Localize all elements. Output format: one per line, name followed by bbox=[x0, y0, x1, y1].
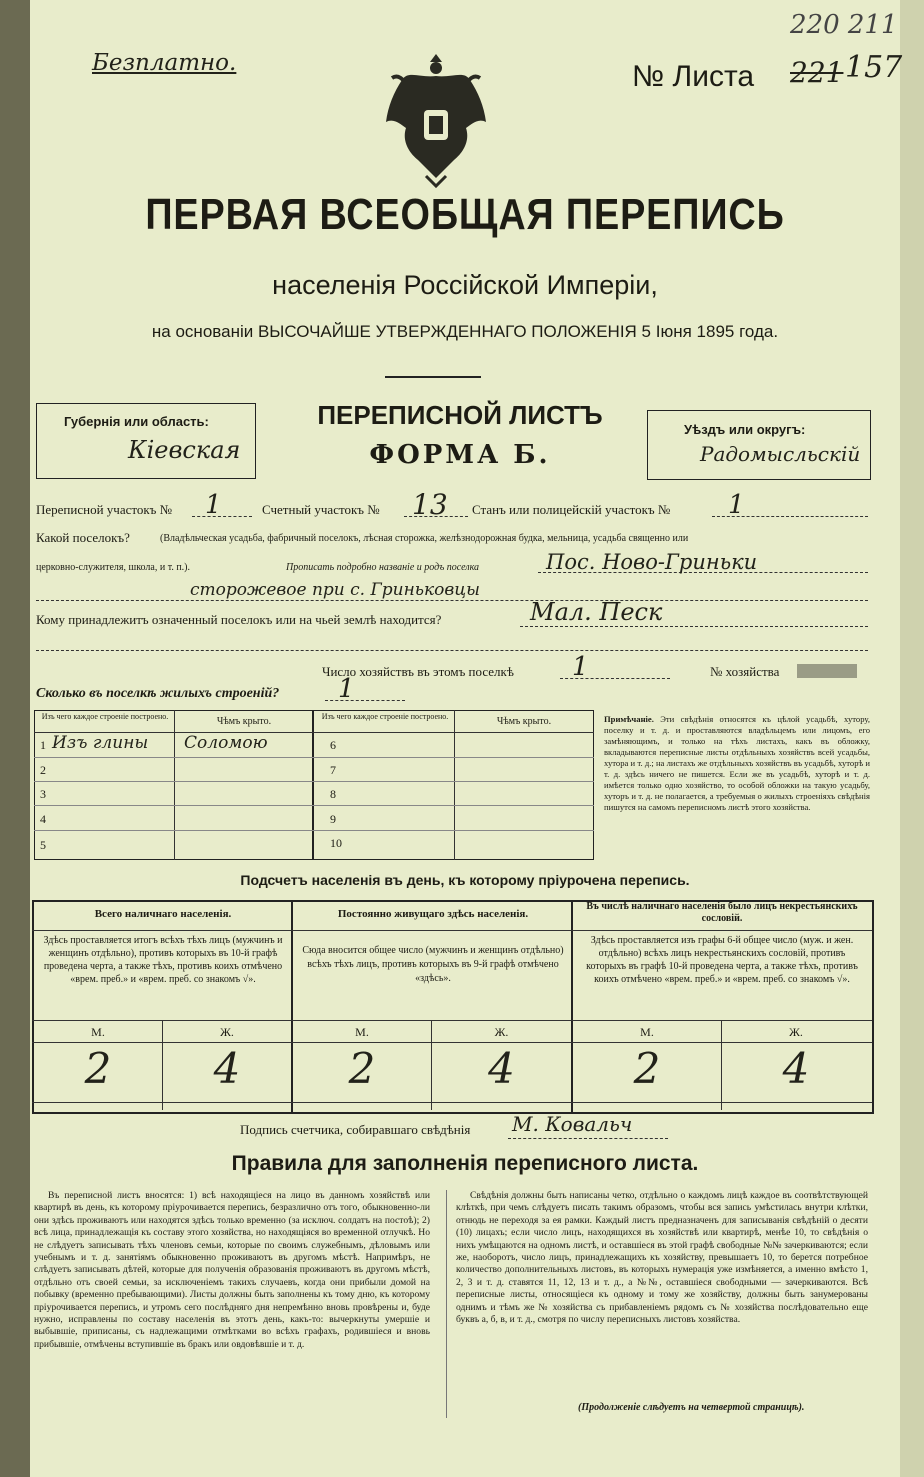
col3-text: Здѣсь проставляется изъ графы 6-й общее число (муж. и жен. отдѣльно) всѣхъ лицъ некрестьянскихъ сословій, противъ которыхъ въ графѣ 10-й проведена черта, а также тѣхъ, противъ коихъ отмѣчено «врем. преб.» и «врем. преб. со знакомъ √». bbox=[586, 935, 858, 985]
form-label: ФОРМА Б. bbox=[369, 440, 551, 470]
settlement-value-2[interactable]: сторожевое при с. Гриньковцы bbox=[190, 580, 481, 600]
col-material-right: Изъ чего каждое строеніе построено. bbox=[321, 712, 449, 721]
row-no: 9 bbox=[330, 812, 336, 826]
buildings-note bbox=[604, 714, 870, 813]
row-no: 2 bbox=[40, 763, 46, 777]
count-district-value[interactable]: 13 bbox=[412, 488, 448, 521]
row-no: 10 bbox=[330, 836, 342, 850]
note-text: Эти свѣдѣнія относятся къ цѣлой усадьбѣ, хутору, поселку и т. д. и проставляются владѣльцемъ или лицомъ, его замѣняющимъ, и только на тѣхъ листахъ, какъ въ обложку, вкладываются переписные листы отдѣльныхъ хозяйствъ всей усадьбы, хутора и т. д.; на листахъ же отдѣльныхъ хозяйствъ въ усадьбѣ, хуторѣ и т. д. здѣсь ничего не пишется. Если же въ усадьбѣ, хуторѣ и т. д. имѣется только одно хозяйство, то особой обложки на такую усадьбу, хуторъ и т. д. не полагается, а требуемыя о жилыхъ строеніяхъ свѣдѣнія пишутся на самомъ переписномъ листѣ этого хозяйства. bbox=[604, 714, 870, 812]
col1-female-value[interactable]: 4 bbox=[213, 1044, 241, 1093]
households-value[interactable]: 1 bbox=[572, 652, 589, 682]
col3-female-label: Ж. bbox=[789, 1025, 803, 1039]
col2-female-label: Ж. bbox=[494, 1025, 509, 1039]
buildings-line bbox=[325, 700, 405, 701]
main-title: ПЕРВАЯ ВСЕОБЩАЯ ПЕРЕПИСЬ bbox=[145, 190, 785, 239]
col-material-left: Изъ чего каждое строеніе построено. bbox=[41, 712, 169, 721]
rules-right-column: Свѣдѣнія должны быть написаны четко, отдѣльно о каждомъ лицѣ каждое въ соотвѣтствующей клѣткѣ, при чемъ слѣдуетъ писать такимъ образомъ, чтобы вся запись умѣстилась внутри клѣтки, отнюдь не переходя за ея рамки. Каждый листъ предназначенъ для записыванія свѣдѣній о десяти (10) лицахъ; если число лицъ, находящихся въ хозяйствѣ или квартирѣ, менѣе 10, то свѣдѣнія о нихъ умѣщаются на одномъ листѣ, и оставшіеся въ этой графѣ свободные №№ зачеркиваются; если же, наоборотъ, число лицъ, принадлежащихъ къ хозяйству, превышаетъ 10, то берется потребное количество дополнительныхъ листовъ, въ которыхъ нумерація уже измѣняется, а именно вмѣсто 1, 2, 3 и т. д. ставятся 11, 12, 13 и т. д., а №№, оставшіеся свободными — зачеркиваются. Всѣ переписные листы, относящіеся къ одному и тому же хозяйству, должны быть занумерованы однимъ и тѣмъ же № хозяйства съ прибавленіемъ рядомъ съ № хозяйства послѣдовательно еще буквъ а, б, в, и т. д., смотря по числу переписныхъ листовъ хозяйства. bbox=[456, 1190, 868, 1326]
buildings-value[interactable]: 1 bbox=[338, 674, 355, 704]
census-district-value[interactable]: 1 bbox=[205, 490, 222, 520]
stan-label: Станъ или полицейскій участокъ № bbox=[472, 502, 671, 517]
row-no: 5 bbox=[40, 838, 46, 852]
col1-male-value[interactable]: 2 bbox=[84, 1044, 112, 1093]
rules-divider bbox=[446, 1190, 447, 1418]
form-title: ПЕРЕПИСНОЙ ЛИСТЪ bbox=[317, 400, 603, 430]
col2-title: Постоянно живущаго здѣсь населенія. bbox=[337, 908, 529, 920]
col2-male-label: М. bbox=[355, 1025, 369, 1039]
col-roof-right: Чѣмъ крыто. bbox=[496, 716, 552, 727]
households-label: Число хозяйствъ въ этомъ поселкѣ bbox=[322, 664, 514, 679]
col1-text: Здѣсь проставляется итогъ всѣхъ тѣхъ лицъ (мужчинъ и женщинъ отдѣльно), противъ которыхъ въ 10-й графѣ проведена черта, а также тѣхъ, противъ коихъ отмѣчено «врем. преб.» и «врем. преб. со знакомъ √». bbox=[43, 935, 283, 985]
sheet-number-struck: 221 bbox=[790, 56, 844, 89]
stan-value[interactable]: 1 bbox=[728, 490, 745, 520]
title-divider bbox=[385, 376, 481, 378]
sheet-number-value: 157 bbox=[845, 50, 903, 85]
row-no: 3 bbox=[40, 787, 46, 801]
gubernia-value[interactable]: Кіевская bbox=[128, 436, 241, 464]
uezd-value[interactable]: Радомысльскій bbox=[700, 442, 861, 466]
signature-value[interactable]: М. Ковальч bbox=[512, 1112, 633, 1136]
row-no: 1 bbox=[40, 738, 46, 752]
row-no: 8 bbox=[330, 787, 336, 801]
sheet-number-label: № Листа bbox=[632, 60, 755, 93]
signature-line bbox=[508, 1138, 668, 1139]
owner-line bbox=[520, 626, 868, 627]
settlement-hint-2: церковно-служителя, школа, и т. п.). bbox=[36, 562, 190, 573]
col2-female-value[interactable]: 4 bbox=[488, 1044, 515, 1093]
decree-basis: на основаніи ВЫСОЧАЙШЕ УТВЕРЖДЕННАГО ПОЛОЖЕНІЯ 5 Іюня 1895 года. bbox=[151, 322, 779, 341]
row-no: 6 bbox=[330, 738, 336, 752]
col1-male-label: М. bbox=[91, 1025, 105, 1039]
row-1-material[interactable]: Изъ глины bbox=[52, 733, 149, 753]
col1-title: Всего наличнаго населенія. bbox=[94, 908, 232, 920]
row-no: 7 bbox=[330, 763, 336, 777]
col2-male-value[interactable]: 2 bbox=[348, 1044, 376, 1093]
owner-value[interactable]: Мал. Песк bbox=[530, 598, 663, 626]
uezd-label: Уѣздъ или округъ: bbox=[684, 422, 806, 437]
col1-female-label: Ж. bbox=[220, 1025, 234, 1039]
settlement-hint: (Владѣльческая усадьба, фабричный поселокъ, лѣсная сторожка, желѣзнодорожная будка, мельница, усадьба священно или bbox=[160, 533, 689, 544]
settlement-hint-3: Прописать подробно названіе и родъ поселка bbox=[286, 562, 480, 573]
population-heading: Подсчетъ населенія въ день, къ которому пріурочена перепись. bbox=[240, 872, 690, 888]
corner-numbers: 220 211 bbox=[790, 10, 898, 40]
rules-continued: (Продолженіе слѣдуетъ на четвертой страницѣ). bbox=[578, 1402, 805, 1413]
col2-text: Сюда вносится общее число (мужчинъ и женщинъ отдѣльно) всѣхъ тѣхъ лицъ, противъ которыхъ въ 9-й графѣ отмѣчено «здѣсь». bbox=[302, 945, 564, 984]
census-district-line bbox=[192, 516, 252, 517]
note-title: Примѣчаніе. bbox=[604, 714, 654, 724]
col3-title: Въ числѣ наличнаго населенія было лицъ некрестьянскихъ сословій. bbox=[586, 901, 858, 924]
row-1-roof[interactable]: Соломою bbox=[184, 733, 268, 753]
owner-line-2 bbox=[36, 650, 868, 651]
col3-male-label: М. bbox=[640, 1025, 654, 1039]
owner-label: Кому принадлежитъ означенный поселокъ или на чьей землѣ находится? bbox=[36, 612, 442, 627]
household-no-label: № хозяйства bbox=[710, 664, 780, 679]
col-roof-left: Чѣмъ крыто. bbox=[216, 716, 272, 727]
settlement-value[interactable]: Пос. Ново-Гриньки bbox=[546, 550, 758, 574]
buildings-label: Сколько въ поселкѣ жилыхъ строеній? bbox=[36, 686, 280, 701]
scan-edge bbox=[900, 0, 924, 1477]
free-label: Безплатно. bbox=[92, 50, 237, 76]
census-district-label: Переписной участокъ № bbox=[36, 502, 173, 517]
double-headed-eagle-emblem bbox=[380, 48, 492, 190]
row-no: 4 bbox=[40, 812, 46, 826]
settlement-label: Какой поселокъ? bbox=[36, 530, 130, 545]
household-no-redacted bbox=[797, 664, 857, 678]
subtitle: населенія Россійской Имперіи, bbox=[272, 270, 658, 300]
rules-left-column: Въ переписной листъ вносятся: 1) всѣ находящіеся на лицо въ данномъ хозяйствѣ или квартирѣ въ день, къ которому пріурочивается перепись, безразлично отъ того, обыкновенно-ли они здѣсь проживаютъ или находятся здѣсь только временно (за исключ. солдатъ на постоѣ); 2) всѣ лица, принадлежащія къ составу этого хозяйства, но находящіяся во временной отлучкѣ. Но не слѣдуетъ записывать тѣхъ членовъ семьи, которые по своимъ служебнымъ, дѣловымъ или учебнымъ и т. д. занятіямъ обыкновенно проживаютъ въ другомъ мѣстѣ. Напримѣръ, не слѣдуетъ записывать дѣтей, которые для полученія образованія проживаютъ въ другомъ мѣстѣ, отдѣльно отъ своей семьи, за исключеніемъ такихъ случаевъ, когда они прибыли домой на побывку (временно пребывающими). Листы должны быть заполнены къ тому дню, къ которому пріурочивается перепись, и утромъ сего послѣдняго дня непремѣнно вновь провѣрены и, буде нужно, исправлены по составу населенія въ этотъ день, какъ-то: вычеркнуты умершіе и выбывшіе, приписаны, съ надлежащими отмѣтками во всѣхъ графахъ, родившіеся и вновь прибывшіе, отмѣчены вступившіе въ бракъ или овдовѣвшіе и т. д. bbox=[34, 1190, 430, 1350]
signature-label: Подпись счетчика, собиравшаго свѣдѣнія bbox=[240, 1122, 471, 1137]
count-district-label: Счетный участокъ № bbox=[262, 502, 380, 517]
col3-male-value[interactable]: 2 bbox=[633, 1044, 661, 1093]
rules-title: Правила для заполненія переписного листа. bbox=[231, 1152, 699, 1175]
col3-female-value[interactable]: 4 bbox=[782, 1044, 810, 1093]
settlement-line-2 bbox=[36, 600, 868, 601]
gubernia-label: Губернія или область: bbox=[64, 414, 209, 429]
